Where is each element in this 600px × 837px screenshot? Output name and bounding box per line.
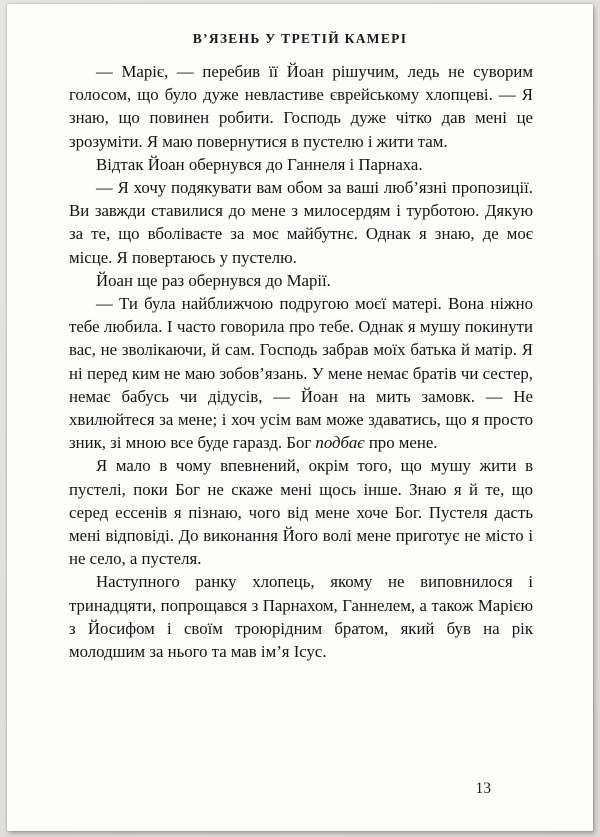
text-segment: Відтак Йоан обернувся до Ганнеля і Парнаха. (96, 154, 423, 174)
emphasized-text: подбає (315, 433, 365, 453)
paragraph (69, 570, 533, 663)
text-segment: Наступного ранку хлопець, якому не виповнилося і тринадцяти, попрощався з Парнахом, Ганнелем, а також Марією з Йосифом і своїм троюрідним братом, який був на рік молодшим за нього та мав ім’я Ісус. (69, 572, 533, 662)
paragraph (69, 292, 533, 454)
page-number: 13 (475, 780, 491, 797)
paragraph (69, 269, 533, 292)
paragraph (69, 176, 533, 269)
paragraph (69, 153, 533, 176)
text-segment: — Я хочу подякувати вам обом за ваші люб’язні пропозиції. Ви завжди ставилися до мене з милосердям і турботою. Дякую за те, що вболіваєте за моє майбутнє. Однак я знаю, де моє місце. Я повертаюсь у пустелю. (69, 178, 533, 267)
running-header: В’ЯЗЕНЬ У ТРЕТІЙ КАМЕРІ (192, 31, 408, 46)
paragraph (69, 454, 533, 570)
text-segment: про мене. (364, 433, 438, 453)
text-segment: — Маріє, — перебив її Йоан рішучим, ледь не суворим голосом, що було дуже невластиве єврейському хлопцеві. — Я знаю, що повинен робити. Господь дуже чітко дав мені це зрозуміти. Я маю повернутися в пустелю і жити там. (69, 62, 533, 151)
body-text (69, 60, 533, 663)
text-segment: Я мало в чому впевнений, окрім того, що мушу жити в пустелі, поки Бог не скаже мені щось інше. Знаю я й те, що серед ессенів я пізнаю, чого від мене хоче Бог. Пустеля дасть мені відповіді. До виконання Його волі мене приготує не місто і не село, а пустеля. (69, 456, 533, 569)
text-segment: — Ти була найближчою подругою моєї матері. Вона ніжно тебе любила. І часто говорила про тебе. Однак я мушу покинути вас, не зволікаючи, й сам. Господь забрав моїх батька й матір. Я ні перед ким не маю зобов’язань. У мене немає братів чи сестер, немає бабусь чи дідусів, — Йоан на мить замовк. — Не хвилюйтеся за мене; і хоч усім вам може здаватись, що я просто зник, зі мною все буде гаразд. Бог (69, 294, 533, 453)
text-segment: Йоан ще раз обернувся до Марії. (96, 270, 331, 290)
paragraph (69, 60, 533, 153)
book-page (7, 4, 593, 831)
